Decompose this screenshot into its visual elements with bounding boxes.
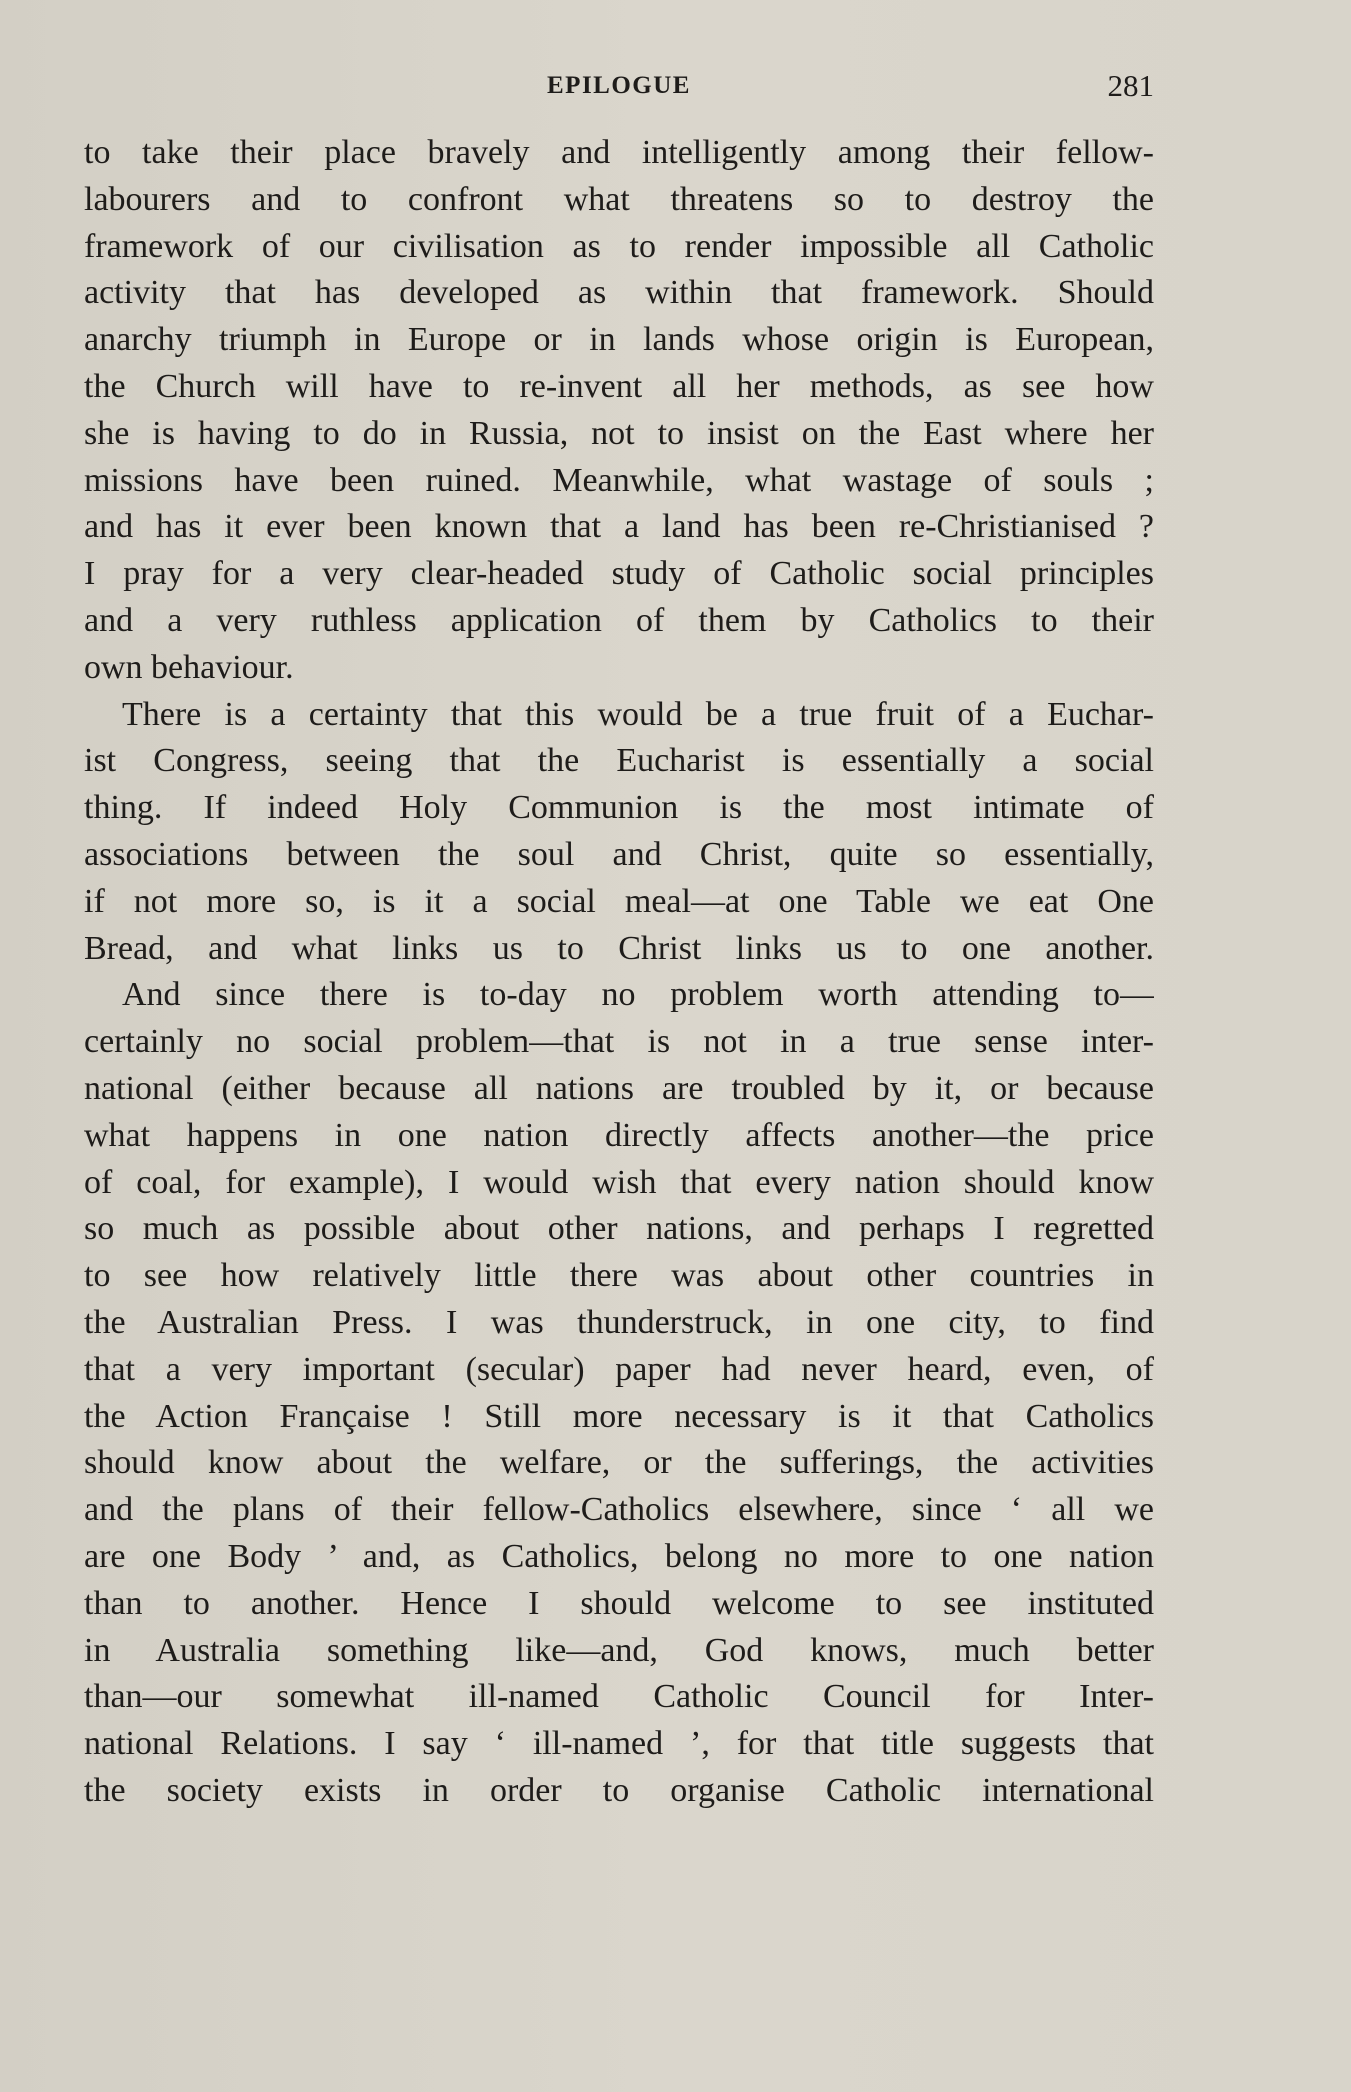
- text-line: are one Body ’ and, as Catholics, belong no more to one nation: [84, 1537, 1154, 1575]
- text-line: and has it ever been known that a land has been re-Christianised ?: [84, 508, 1154, 546]
- text-line: than—our somewhat ill-named Catholic Council for Inter-: [84, 1678, 1154, 1716]
- running-head: [84, 66, 1154, 106]
- text-line: if not more so, is it a social meal—at one Table we eat One: [84, 882, 1154, 920]
- text-line: Bread, and what links us to Christ links us to one another.: [84, 929, 1154, 967]
- text-line: she is having to do in Russia, not to insist on the East where her: [84, 414, 1154, 452]
- text-line: the Australian Press. I was thunderstruck, in one city, to find: [84, 1303, 1154, 1341]
- text-line: framework of our civilisation as to render impossible all Catholic: [84, 227, 1154, 265]
- text-line: associations between the soul and Christ, quite so essentially,: [84, 835, 1154, 873]
- text-line: own behaviour.: [84, 648, 294, 686]
- text-line: should know about the welfare, or the sufferings, the activities: [84, 1444, 1154, 1482]
- text-line: and the plans of their fellow-Catholics elsewhere, since ‘ all we: [84, 1491, 1154, 1529]
- page-number: 281: [1107, 68, 1154, 103]
- text-line: the Church will have to re-invent all her methods, as see how: [84, 367, 1154, 405]
- text-line: than to another. Hence I should welcome to see instituted: [84, 1584, 1154, 1622]
- text-line: labourers and to confront what threatens so to destroy the: [84, 180, 1154, 218]
- text-line: to see how relatively little there was about other countries in: [84, 1257, 1154, 1295]
- running-title: EPILOGUE: [547, 72, 691, 99]
- text-line: what happens in one nation directly affects another—the price: [84, 1116, 1154, 1154]
- text-line: I pray for a very clear-headed study of Catholic social principles: [84, 555, 1154, 593]
- text-line: to take their place bravely and intelligently among their fellow-: [84, 134, 1154, 171]
- text-line: anarchy triumph in Europe or in lands whose origin is European,: [84, 321, 1154, 359]
- text-line: ist Congress, seeing that the Eucharist is essentially a social: [84, 742, 1154, 780]
- text-line: activity that has developed as within that framework. Should: [84, 274, 1154, 312]
- paragraph-first-line: There is a certainty that this would be a true fruit of a Euchar-: [122, 695, 1154, 733]
- text-line: the society exists in order to organise Catholic international: [84, 1771, 1154, 1809]
- text-line: the Action Française ! Still more necessary is it that Catholics: [84, 1397, 1154, 1435]
- text-line: of coal, for example), I would wish that every nation should know: [84, 1163, 1154, 1201]
- text-line: and a very ruthless application of them by Catholics to their: [84, 601, 1154, 639]
- text-line: national Relations. I say ‘ ill-named ’, for that title suggests that: [84, 1725, 1154, 1763]
- text-line: thing. If indeed Holy Communion is the most intimate of: [84, 789, 1154, 827]
- paragraph-first-line: And since there is to-day no problem worth attending to—: [122, 976, 1154, 1014]
- text-line: certainly no social problem—that is not in a true sense inter-: [84, 1023, 1154, 1061]
- body-text: [84, 130, 1154, 1815]
- text-line: in Australia something like—and, God knows, much better: [84, 1631, 1154, 1669]
- text-line: missions have been ruined. Meanwhile, what wastage of souls ;: [84, 461, 1154, 499]
- text-line: so much as possible about other nations, and perhaps I regretted: [84, 1210, 1154, 1248]
- text-line: that a very important (secular) paper had never heard, even, of: [84, 1350, 1154, 1388]
- text-line: national (either because all nations are troubled by it, or because: [84, 1069, 1154, 1107]
